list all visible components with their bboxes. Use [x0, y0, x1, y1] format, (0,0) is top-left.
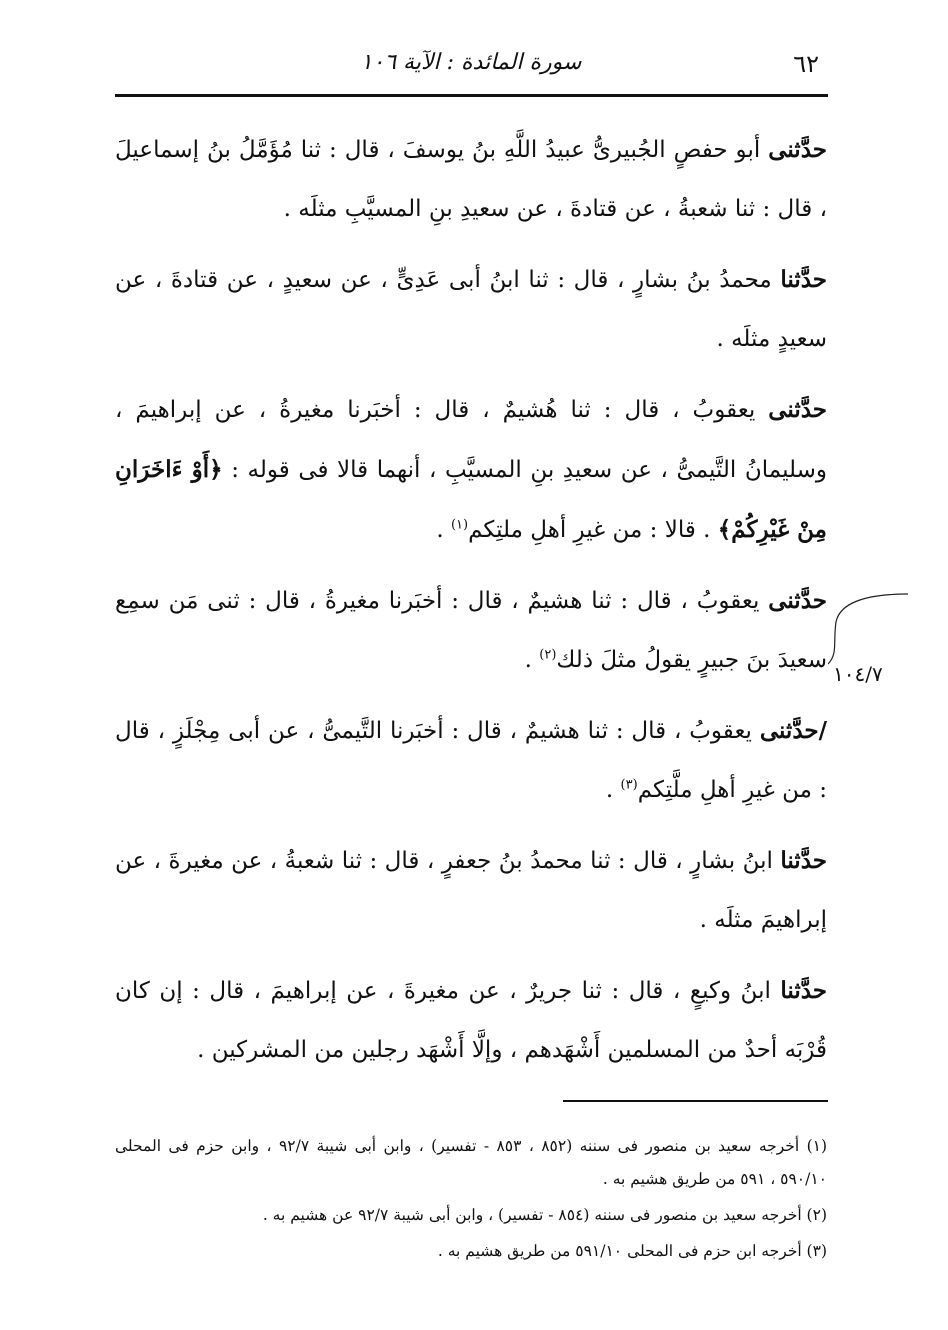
narration-lead: /حدَّثنى [759, 717, 828, 744]
footnote-2: (٢) أخرجه سعيد بن منصور فى سننه (٨٥٤ - تفسير) ، وابن أبى شيبة ٩٢/٧ عن هشيم به . [262, 1206, 827, 1224]
paragraph-7 [115, 961, 827, 1080]
margin-pointer-line [828, 592, 910, 666]
quran-quote: ﴿أَوْ ءَاخَرَانِ مِنْ غَيْرِكُمْ﴾ [115, 456, 827, 543]
narration-lead: حدَّثنى [768, 136, 827, 163]
narration-lead: حدَّثنى [768, 587, 827, 614]
footnote-ref-1[interactable]: (١) [450, 517, 469, 533]
paragraph-text: يعقوبُ ، قال : ثنا هُشيمٌ ، قال : أخبَرنا مغيرةُ ، عن إبراهيمَ ، وسليمانُ التَّيمىُّ ، عن سعيدِ بنِ المسيَّبِ ، أنهما قالا فى قوله : [115, 397, 827, 483]
narration-lead: حدَّثنا [780, 847, 827, 874]
paragraph-end: . [524, 647, 532, 673]
narration-lead: حدَّثنى [768, 396, 828, 423]
paragraph-5 [115, 701, 827, 820]
paragraph-end: . [605, 777, 614, 803]
footnotes [115, 1130, 827, 1271]
narration-lead: حدَّثنا [780, 977, 828, 1004]
paragraph-text: ابنُ بشارٍ ، قال : ثنا محمدُ بنُ جعفرٍ ، قال : ثنا شعبةُ ، عن مغيرةَ ، عن إبراهيمَ مثلَه . [115, 848, 827, 933]
paragraph-text: أبو حفصٍ الجُبيرىُّ عبيدُ اللَّهِ بنُ يوسفَ ، قال : ثنا مُؤَمَّلُ بنُ إسماعيلَ ، قال : ثنا شعبةُ ، عن قتادةَ ، عن سعيدِ بنِ المسيَّبِ مثلَه . [115, 137, 827, 222]
main-text [115, 120, 827, 1091]
footnote-separator [563, 1100, 828, 1102]
header-rule [115, 94, 828, 97]
running-title: سورة المائدة : الآية ١٠٦ [360, 50, 582, 75]
paragraph-1 [115, 120, 827, 239]
page-header [115, 40, 827, 90]
paragraph-text-continued: . قالا : من غيرِ أهلِ ملتِكم [468, 517, 711, 543]
footnote-ref-3[interactable]: (٣) [620, 777, 638, 793]
footnote-1: (١) أخرجه سعيد بن منصور فى سننه (٨٥٢ ، ٨٥٣ - تفسير) ، وابن أبى شيبة ٩٢/٧ ، وابن حزم فى المحلى ٥٩٠/١٠ ، ٥٩١ من طريق هشيم به . [115, 1137, 828, 1188]
footnote-ref-2[interactable]: (٢) [539, 647, 557, 663]
page-number: ٦٢ [793, 50, 819, 78]
footnote-3: (٣) أخرجه ابن حزم فى المحلى ٥٩١/١٠ من طريق هشيم به . [437, 1242, 827, 1260]
margin-volume-page-note: ١٠٤/٧ [833, 662, 883, 686]
paragraph-end: . [436, 517, 444, 543]
paragraph-text: محمدُ بنُ بشارٍ ، قال : ثنا ابنُ أبى عَدِىٍّ ، عن سعيدٍ ، عن قتادةَ ، عن سعيدٍ مثلَه . [115, 267, 827, 352]
paragraph-4 [115, 571, 827, 690]
paragraph-text: ابنُ وكيعٍ ، قال : ثنا جريرٌ ، عن مغيرةَ ، عن إبراهيمَ ، قال : إن كان قُرْبَه أحدٌ من المسلمين أَشْهَدهم ، وإلَّا أَشْهَد رجلين من المشركين . [115, 978, 827, 1063]
paragraph-text: يعقوبُ ، قال : ثنا هشيمٌ ، قال : أخبَرنا التَّيمىُّ ، عن أبى مِجْلَزٍ ، قال : من غيرِ أهلِ ملَّتِكم [115, 718, 827, 803]
paragraph-text: يعقوبُ ، قال : ثنا هشيمٌ ، قال : أخبَرنا مغيرةُ ، قال : ثنى مَن سمِع سعيدَ بنَ جبيرٍ يقولُ مثلَ ذلك [115, 588, 827, 673]
paragraph-6 [115, 831, 827, 950]
paragraph-2 [115, 250, 827, 369]
paragraph-3 [115, 380, 827, 560]
narration-lead: حدَّثنا [780, 266, 828, 293]
